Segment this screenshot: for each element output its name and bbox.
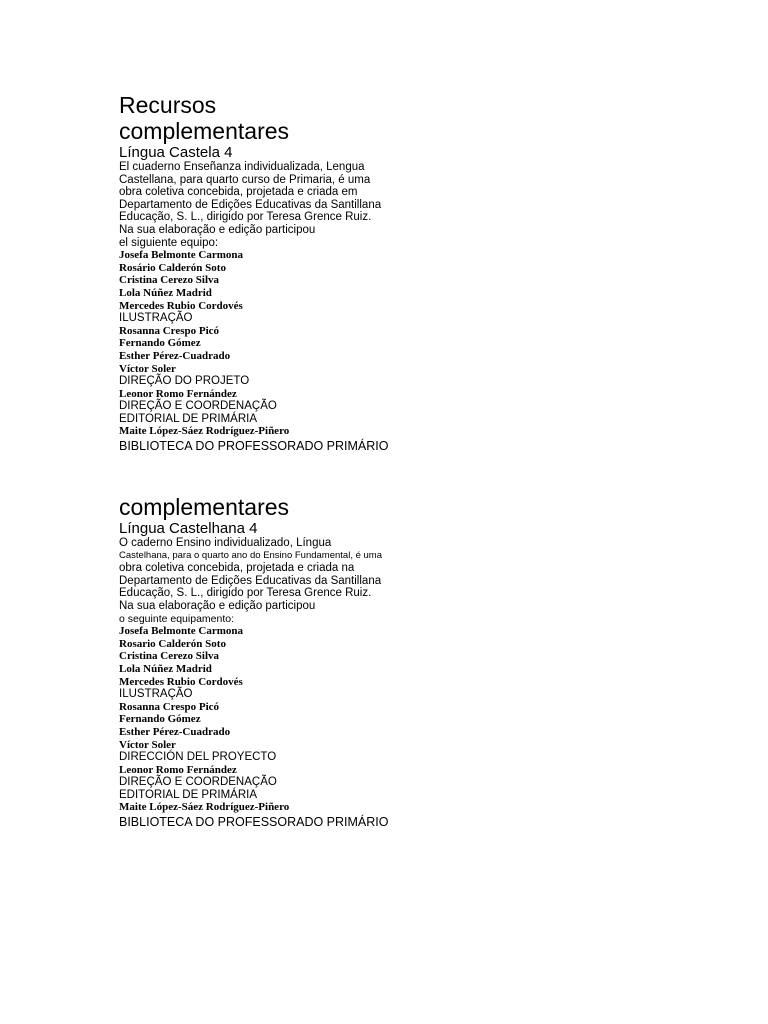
credit-name: Fernando Gómez: [119, 337, 201, 350]
credit-name: Mercedes Rubio Cordovés: [119, 299, 243, 312]
credit-text-line: EDITORIAL DE PRIMÁRIA: [119, 788, 258, 801]
credit-text-line: Na sua elaboração e edição participou: [119, 223, 316, 236]
credit-name: Mercedes Rubio Cordovés: [119, 675, 243, 688]
credit-name: Rosanna Crespo Picó: [119, 700, 220, 713]
credit-name: Lola Núñez Madrid: [119, 662, 212, 675]
credit-text-line: Castellana, para quarto curso de Primaria, é uma: [119, 173, 371, 186]
footer-label: BIBLIOTECA DO PROFESSORADO PRIMÁRIO: [119, 439, 389, 454]
credit-text-line: obra coletiva concebida, projetada e criada na: [119, 562, 355, 575]
credit-name: Cristina Cerezo Silva: [119, 274, 220, 287]
title-line-1: complementares: [119, 494, 290, 520]
credit-text-line: DIREÇÃO E COORDENAÇÃO: [119, 400, 277, 413]
credit-name: Rosario Calderón Soto: [119, 637, 226, 650]
title-line-2: complementares: [119, 118, 290, 144]
credit-name: Cristina Cerezo Silva: [119, 650, 220, 663]
credits-block-first: [119, 92, 719, 453]
credits-lines: [119, 161, 719, 438]
credit-text-line: EDITORIAL DE PRIMÁRIA: [119, 412, 258, 425]
credit-name: Rosanna Crespo Picó: [119, 324, 220, 337]
credit-text-line: Educação, S. L., dirigido por Teresa Grence Ruiz.: [119, 211, 372, 224]
credit-name: Víctor Soler: [119, 362, 176, 375]
credit-name: Leonor Romo Fernández: [119, 763, 237, 776]
credit-text-line: DIREÇÃO E COORDENAÇÃO: [119, 776, 277, 789]
credit-text-line: DIREÇÃO DO PROJETO: [119, 375, 250, 388]
footer-label: BIBLIOTECA DO PROFESSORADO PRIMÁRIO: [119, 815, 389, 830]
credit-name: Lola Núñez Madrid: [119, 286, 212, 299]
credit-text-line: Departamento de Edições Educativas da Santillana: [119, 574, 382, 587]
subtitle: Língua Castela 4: [119, 144, 233, 161]
credits-block-second: [119, 494, 719, 829]
credit-name: Maite López-Sáez Rodríguez-Piñero: [119, 425, 290, 438]
credit-name: Esther Pérez-Cuadrado: [119, 725, 231, 738]
credit-name: Víctor Soler: [119, 738, 176, 751]
credit-text-line: ILUSTRAÇÃO: [119, 312, 193, 325]
credit-text-line: DIRECCIÓN DEL PROYECTO: [119, 751, 277, 764]
credit-name: Josefa Belmonte Carmona: [119, 625, 244, 638]
title-line-1: Recursos: [119, 92, 217, 118]
credit-text-line: el siguiente equipo:: [119, 236, 219, 249]
credit-text-line: obra coletiva concebida, projetada e criada em: [119, 186, 358, 199]
credit-name: Rosário Calderón Soto: [119, 261, 226, 274]
subtitle: Língua Castelhana 4: [119, 520, 258, 537]
credit-text-line: Na sua elaboração e edição participou: [119, 599, 316, 612]
credit-name: Josefa Belmonte Carmona: [119, 249, 244, 262]
credit-text-line: O caderno Ensino individualizado, Língua: [119, 537, 332, 549]
credit-name: Leonor Romo Fernández: [119, 387, 237, 400]
credit-text-line: ILUSTRAÇÃO: [119, 688, 193, 701]
credit-name: Maite López-Sáez Rodríguez-Piñero: [119, 801, 290, 814]
credit-text-line: Castelhana, para o quarto ano do Ensino Fundamental, é uma: [119, 549, 383, 561]
credit-text-line: o seguinte equipamento:: [119, 612, 235, 625]
credits-lines: [119, 537, 719, 814]
credit-name: Fernando Gómez: [119, 713, 201, 726]
credit-name: Esther Pérez-Cuadrado: [119, 349, 231, 362]
credit-text-line: Educação, S. L., dirigido por Teresa Grence Ruiz.: [119, 587, 372, 600]
credit-text-line: El cuaderno Enseñanza individualizada, Lengua: [119, 161, 365, 173]
credit-text-line: Departamento de Edições Educativas da Santillana: [119, 198, 382, 211]
